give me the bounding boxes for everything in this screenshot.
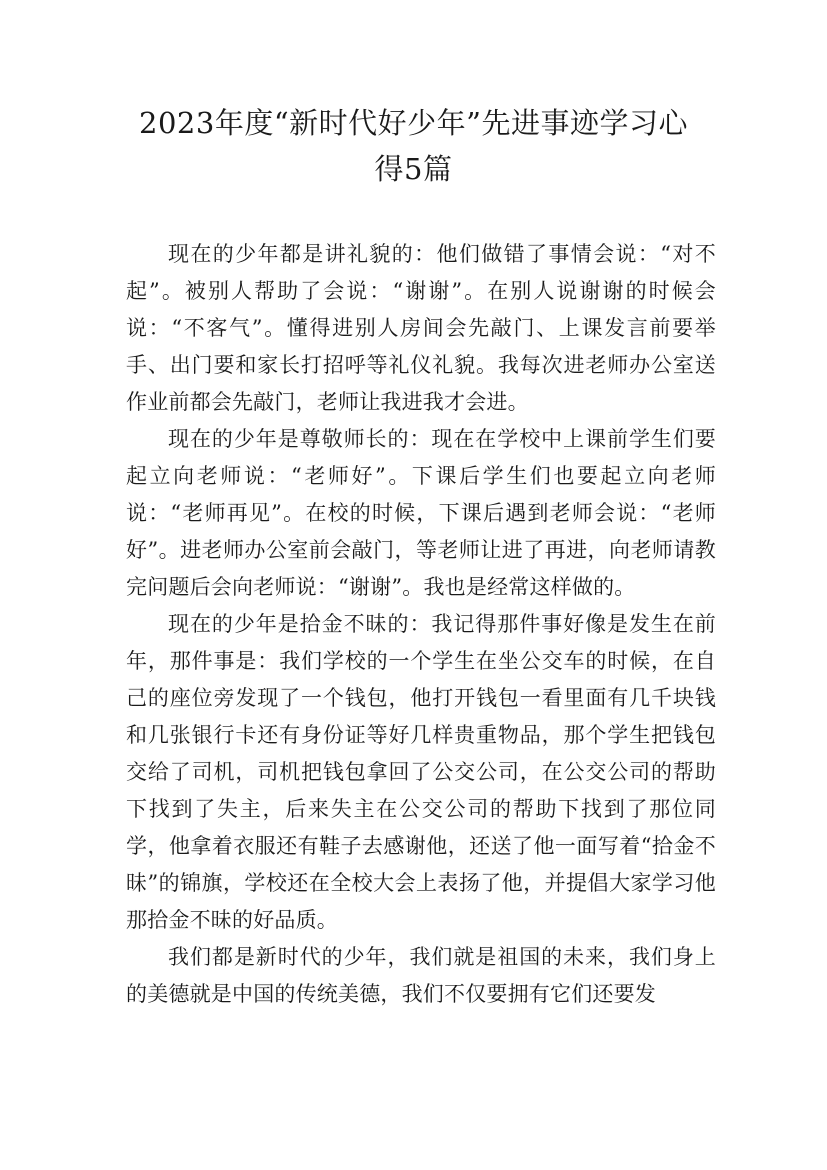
document-body: [126, 236, 716, 1013]
document-title: [100, 100, 727, 192]
paragraph-respect-teachers: 现在的少年是尊敬师长的：现在在学校中上课前学生们要起立向老师说：“老师好”。下课后学生们也要起立向老师说：“老师再见”。在校的时候，下课后遇到老师会说：“老师好”。进老师办公室前会敲门，等老师让进了再进，向老师请教完问题后会向老师说：“谢谢”。我也是经常这样做的。: [126, 427, 716, 599]
paragraph-honesty: 现在的少年是拾金不昧的：我记得那件事好像是发生在前年，那件事是：我们学校的一个学生在坐公交车的时候，在自己的座位旁发现了一个钱包，他打开钱包一看里面有几千块钱和几张银行卡还有身份证等好几样贵重物品，那个学生把钱包交给了司机，司机把钱包拿回了公交公司，在公交公司的帮助下找到了失主，后来失主在公交公司的帮助下找到了那位同学，他拿着衣服还有鞋子去感谢他，还送了他一面写着“拾金不昧”的锦旗，学校还在全校大会上表扬了他，并提倡大家学习他那拾金不昧的好品质。: [126, 612, 716, 932]
paragraph-new-era: 我们都是新时代的少年，我们就是祖国的未来，我们身上的美德就是中国的传统美德，我们不仅要拥有它们还要发: [126, 945, 716, 1006]
title-line-1: 2023年度“新时代好少年”先进事迹学习心: [139, 106, 688, 140]
paragraph-courtesy: 现在的少年都是讲礼貌的：他们做错了事情会说：“对不起”。被别人帮助了会说：“谢谢”。在别人说谢谢的时候会说：“不客气”。懂得进别人房间会先敲门、上课发言前要举手、出门要和家长打招呼等礼仪礼貌。我每次进老师办公室送作业前都会先敲门，老师让我进我才会进。: [126, 242, 716, 414]
title-line-2: 得5篇: [374, 152, 453, 186]
